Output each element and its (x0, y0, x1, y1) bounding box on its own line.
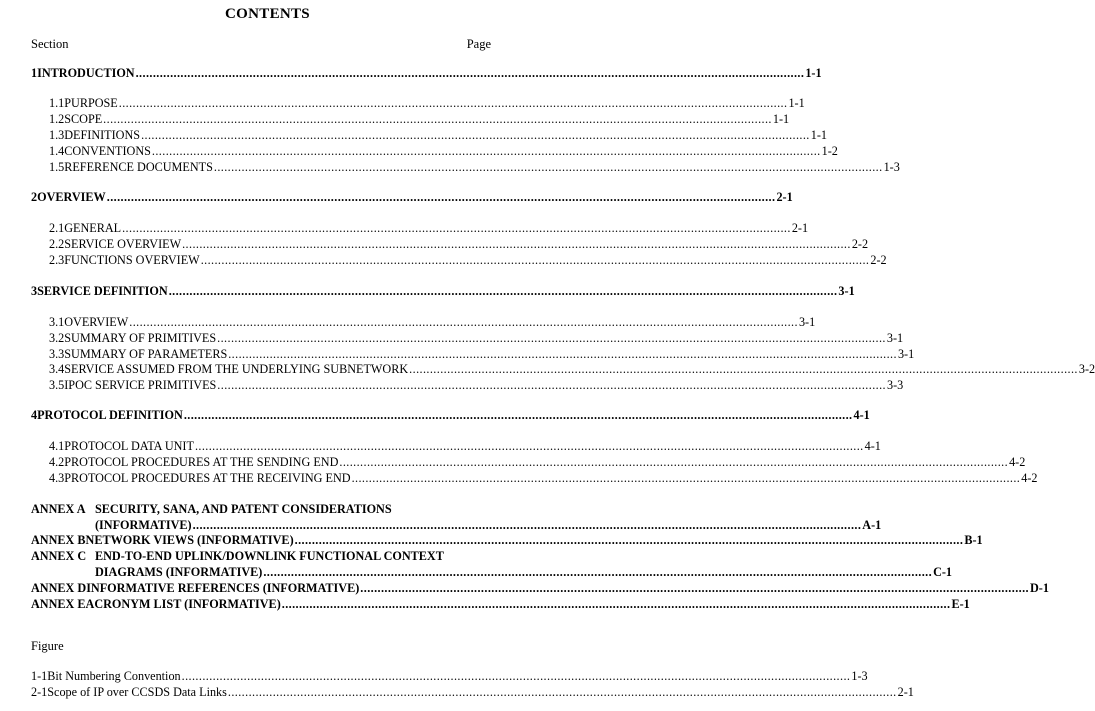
dot-leader (193, 518, 862, 532)
annex-number: ANNEX B (31, 533, 86, 547)
annex-a-number: ANNEX A (31, 502, 86, 516)
dot-leader (182, 669, 851, 683)
toc-annex-d[interactable] (31, 581, 1049, 595)
entry-label: IPOC SERVICE PRIMITIVES (64, 378, 217, 392)
entry-page: 3-2 (1078, 362, 1095, 376)
entry-page: 3-1 (798, 315, 816, 329)
dot-leader (141, 128, 810, 142)
entry-label: FUNCTIONS OVERVIEW (64, 253, 200, 267)
section-label: INTRODUCTION (37, 66, 135, 80)
entry-page: 1-1 (810, 128, 828, 142)
entry-label: REFERENCE DOCUMENTS (64, 160, 213, 174)
entry-number: 1.4 (49, 144, 65, 158)
toc-entry-1-1[interactable] (49, 96, 805, 110)
toc-annex-b[interactable] (31, 533, 983, 547)
toc-entry-3-1[interactable] (49, 315, 816, 329)
dot-leader (339, 455, 1008, 469)
figure-number: 1-1 (31, 669, 48, 683)
toc-annex-e[interactable] (31, 597, 970, 611)
toc-entry-2-2[interactable] (49, 237, 869, 251)
dot-leader (352, 471, 1021, 485)
annex-page: C-1 (933, 565, 953, 579)
dot-leader (214, 160, 883, 174)
section-label: SERVICE DEFINITION (37, 284, 168, 298)
page-column-header: Page (466, 37, 491, 51)
dot-leader (295, 533, 964, 547)
section-number: 3 (31, 284, 38, 298)
entry-label: OVERVIEW (64, 315, 129, 329)
dot-leader (409, 362, 1078, 376)
toc-section-2[interactable] (31, 190, 793, 204)
entry-page: 1-1 (788, 96, 805, 110)
dot-leader (119, 96, 788, 110)
entry-page: 2-1 (791, 221, 809, 235)
entry-page: 1-1 (772, 112, 790, 126)
toc-entry-3-3[interactable] (49, 347, 915, 361)
entry-label: PROTOCOL PROCEDURES AT THE RECEIVING END (64, 471, 351, 485)
section-number: 2 (31, 190, 38, 204)
section-page: 3-1 (838, 284, 855, 298)
annex-page: E-1 (951, 597, 970, 611)
dot-leader (282, 597, 951, 611)
section-number: 1 (31, 66, 38, 80)
annex-number: ANNEX E (31, 597, 86, 611)
annex-label: ACRONYM LIST (INFORMATIVE) (85, 597, 281, 611)
section-label: PROTOCOL DEFINITION (37, 408, 183, 422)
entry-number: 2.3 (49, 253, 65, 267)
toc-entry-2-3[interactable] (49, 253, 887, 267)
entry-number: 4.2 (49, 455, 65, 469)
dot-leader (228, 347, 897, 361)
annex-page: B-1 (964, 533, 983, 547)
dot-leader (195, 439, 864, 453)
dot-leader (103, 112, 772, 126)
dot-leader (228, 685, 897, 699)
toc-entry-4-2[interactable] (49, 455, 1026, 469)
entry-label: SCOPE (64, 112, 103, 126)
entry-number: 1.5 (49, 160, 65, 174)
figure-page: 1-3 (851, 669, 868, 683)
entry-page: 4-1 (864, 439, 881, 453)
entry-number: 3.1 (49, 315, 65, 329)
toc-figure-2-1[interactable] (31, 685, 914, 699)
dot-leader (136, 66, 805, 80)
annex-label: (INFORMATIVE) (95, 518, 192, 532)
entry-page: 3-1 (897, 347, 915, 361)
section-page: 1-1 (805, 66, 822, 80)
entry-number: 2.2 (49, 237, 65, 251)
annex-c-title-line1: END-TO-END UPLINK/DOWNLINK FUNCTIONAL CONTEXT (95, 549, 444, 563)
entry-number: 1.3 (49, 128, 65, 142)
entry-label: CONVENTIONS (64, 144, 151, 158)
toc-entry-1-5[interactable] (49, 160, 900, 174)
dot-leader (152, 144, 821, 158)
entry-page: 3-3 (887, 378, 904, 392)
toc-entry-3-5[interactable] (49, 378, 904, 392)
entry-number: 1.1 (49, 96, 65, 110)
annex-a-title-line1: SECURITY, SANA, AND PATENT CONSIDERATIONS (95, 502, 392, 516)
toc-entry-4-3[interactable] (49, 471, 1038, 485)
figure-label: Scope of IP over CCSDS Data Links (47, 685, 227, 699)
entry-label: DEFINITIONS (64, 128, 141, 142)
toc-entry-1-3[interactable] (49, 128, 828, 142)
section-column-header: Section (31, 37, 69, 51)
entry-number: 3.4 (49, 362, 65, 376)
entry-label: SUMMARY OF PRIMITIVES (64, 331, 217, 345)
entry-label: SERVICE OVERVIEW (64, 237, 182, 251)
figure-page: 2-1 (897, 685, 914, 699)
toc-figure-1-1[interactable] (31, 669, 868, 683)
entry-label: SUMMARY OF PARAMETERS (64, 347, 228, 361)
entry-label: PURPOSE (64, 96, 118, 110)
entry-page: 1-2 (821, 144, 838, 158)
entry-number: 3.2 (49, 331, 65, 345)
annex-page: D-1 (1030, 581, 1049, 595)
annex-label: NETWORK VIEWS (INFORMATIVE) (85, 533, 294, 547)
entry-number: 4.3 (49, 471, 65, 485)
annex-page: A-1 (862, 518, 882, 532)
dot-leader (129, 315, 798, 329)
toc-entry-3-2[interactable] (49, 331, 904, 345)
entry-page: 3-1 (886, 331, 904, 345)
entry-label: SERVICE ASSUMED FROM THE UNDERLYING SUBNETWORK (64, 362, 409, 376)
annex-number: ANNEX D (31, 581, 87, 595)
entry-label: PROTOCOL PROCEDURES AT THE SENDING END (64, 455, 339, 469)
dot-leader (184, 408, 853, 422)
entry-page: 4-2 (1009, 455, 1026, 469)
entry-number: 3.5 (49, 378, 65, 392)
toc-entry-1-4[interactable] (49, 144, 838, 158)
dot-leader (169, 284, 838, 298)
entry-number: 1.2 (49, 112, 65, 126)
entry-page: 4-2 (1021, 471, 1038, 485)
toc-section-4[interactable] (31, 408, 870, 422)
toc-section-3[interactable] (31, 284, 855, 298)
figure-number: 2-1 (31, 685, 48, 699)
entry-page: 2-2 (851, 237, 869, 251)
dot-leader (201, 253, 870, 267)
dot-leader (122, 221, 791, 235)
dot-leader (107, 190, 776, 204)
annex-c-number: ANNEX C (31, 549, 87, 563)
toc-entry-2-1[interactable] (49, 221, 809, 235)
annex-label: DIAGRAMS (INFORMATIVE) (95, 565, 263, 579)
toc-annex-c[interactable] (95, 565, 953, 579)
dot-leader (263, 565, 932, 579)
toc-entry-1-2[interactable] (49, 112, 790, 126)
entry-label: GENERAL (64, 221, 122, 235)
annex-label: INFORMATIVE REFERENCES (INFORMATIVE) (86, 581, 360, 595)
section-number: 4 (31, 408, 38, 422)
toc-annex-a[interactable] (95, 518, 882, 532)
entry-number: 2.1 (49, 221, 65, 235)
dot-leader (182, 237, 851, 251)
section-label: OVERVIEW (37, 190, 106, 204)
dot-leader (217, 378, 886, 392)
entry-label: PROTOCOL DATA UNIT (64, 439, 194, 453)
figure-label: Bit Numbering Convention (47, 669, 181, 683)
entry-number: 3.3 (49, 347, 65, 361)
toc-section-1[interactable] (31, 66, 822, 80)
section-page: 4-1 (853, 408, 870, 422)
toc-entry-3-4[interactable] (49, 362, 1095, 376)
section-page: 2-1 (776, 190, 793, 204)
entry-page: 2-2 (870, 253, 887, 267)
toc-entry-4-1[interactable] (49, 439, 881, 453)
entry-number: 4.1 (49, 439, 65, 453)
figure-header: Figure (31, 639, 64, 653)
entry-page: 1-3 (883, 160, 900, 174)
dot-leader (360, 581, 1029, 595)
dot-leader (217, 331, 886, 345)
page-title: CONTENTS (225, 6, 310, 22)
